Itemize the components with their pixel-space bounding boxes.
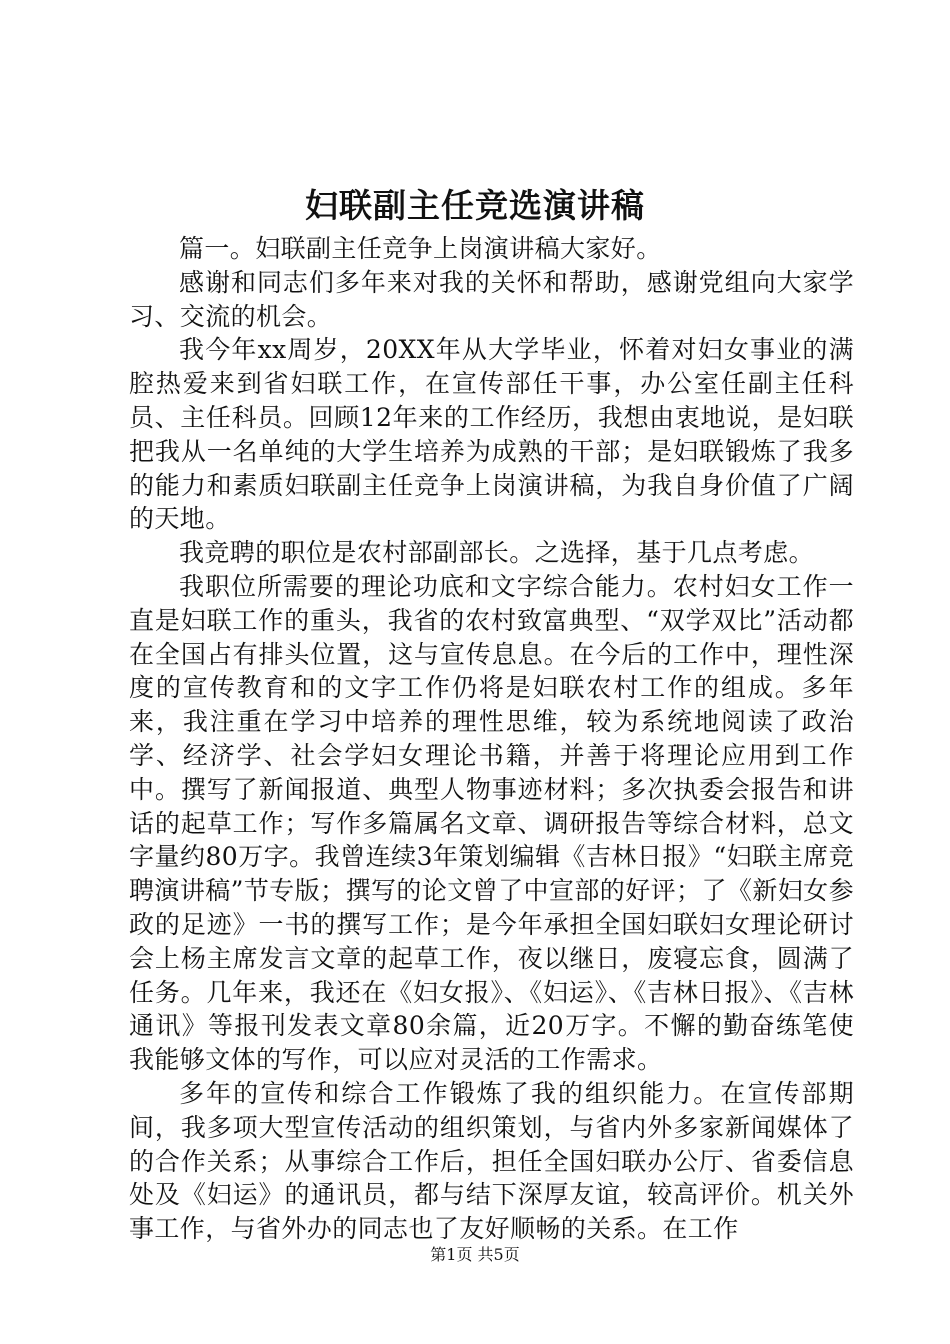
paragraph-2: 感谢和同志们多年来对我的关怀和帮助，感谢党组向大家学习、交流的机会。 xyxy=(129,267,854,331)
paragraph-1: 篇一。妇联副主任竞争上岗演讲稿大家好。 xyxy=(179,234,662,263)
paragraph-4: 我竞聘的职位是农村部副部长。之选择，基于几点考虑。 xyxy=(179,538,815,568)
document-title: 妇联副主任竞选演讲稿 xyxy=(305,186,645,225)
document-body xyxy=(129,232,854,1246)
paragraph-3: 我今年xx周岁，20XX年从大学毕业，怀着对妇女事业的满腔热爱来到省妇联工作，在宣传部任干事，办公室任副主任科员、主任科员。回顾12年来的工作经历，我想由衷地说，是妇联把我从一名单纯的大学生培养为成熟的干部；是妇联锻炼了我多的能力和素质妇联副主任竞争上岗演讲稿，为我自身价值了广阔的天地。 xyxy=(129,335,854,534)
paragraph-5: 我职位所需要的理论功底和文字综合能力。农村妇女工作一直是妇联工作的重头，我省的农村致富典型、“双学双比”活动都在全国占有排头位置，这与宣传息息。在今后的工作中，理性深度的宣传教育和的文字工作仍将是妇联农村工作的组成。多年来，我注重在学习中培养的理性思维，较为系统地阅读了政治学、经济学、社会学妇女理论书籍，并善于将理论应用到工作中。撰写了新闻报道、典型人物事迹材料；多次执委会报告和讲话的起草工作；写作多篇属名文章、调研报告等综合材料，总文字量约80万字。我曾连续3年策划编辑《吉林日报》“妇联主席竞聘演讲稿”节专版；撰写的论文曾了中宣部的好评；了《新妇女参政的足迹》一书的撰写工作；是今年承担全国妇联妇女理论研讨会上杨主席发言文章的起草工作，夜以继日，废寝忘食，圆满了任务。几年来，我还在《妇女报》、《妇运》、《吉林日报》、《吉林通讯》等报刊发表文章80余篇，近20万字。不懈的勤奋练笔使我能够文体的写作，可以应对灵活的工作需求。 xyxy=(129,571,854,1075)
page-footer: 第1页 共5页 xyxy=(430,1245,520,1264)
paragraph-6: 多年的宣传和综合工作锻炼了我的组织能力。在宣传部期间，我多项大型宣传活动的组织策划，与省内外多家新闻媒体了的合作关系；从事综合工作后，担任全国妇联办公厅、省委信息处及《妇运》的通讯员，都与结下深厚友谊，较高评价。机关外事工作，与省外办的同志也了友好顺畅的关系。在工作 xyxy=(129,1078,854,1244)
